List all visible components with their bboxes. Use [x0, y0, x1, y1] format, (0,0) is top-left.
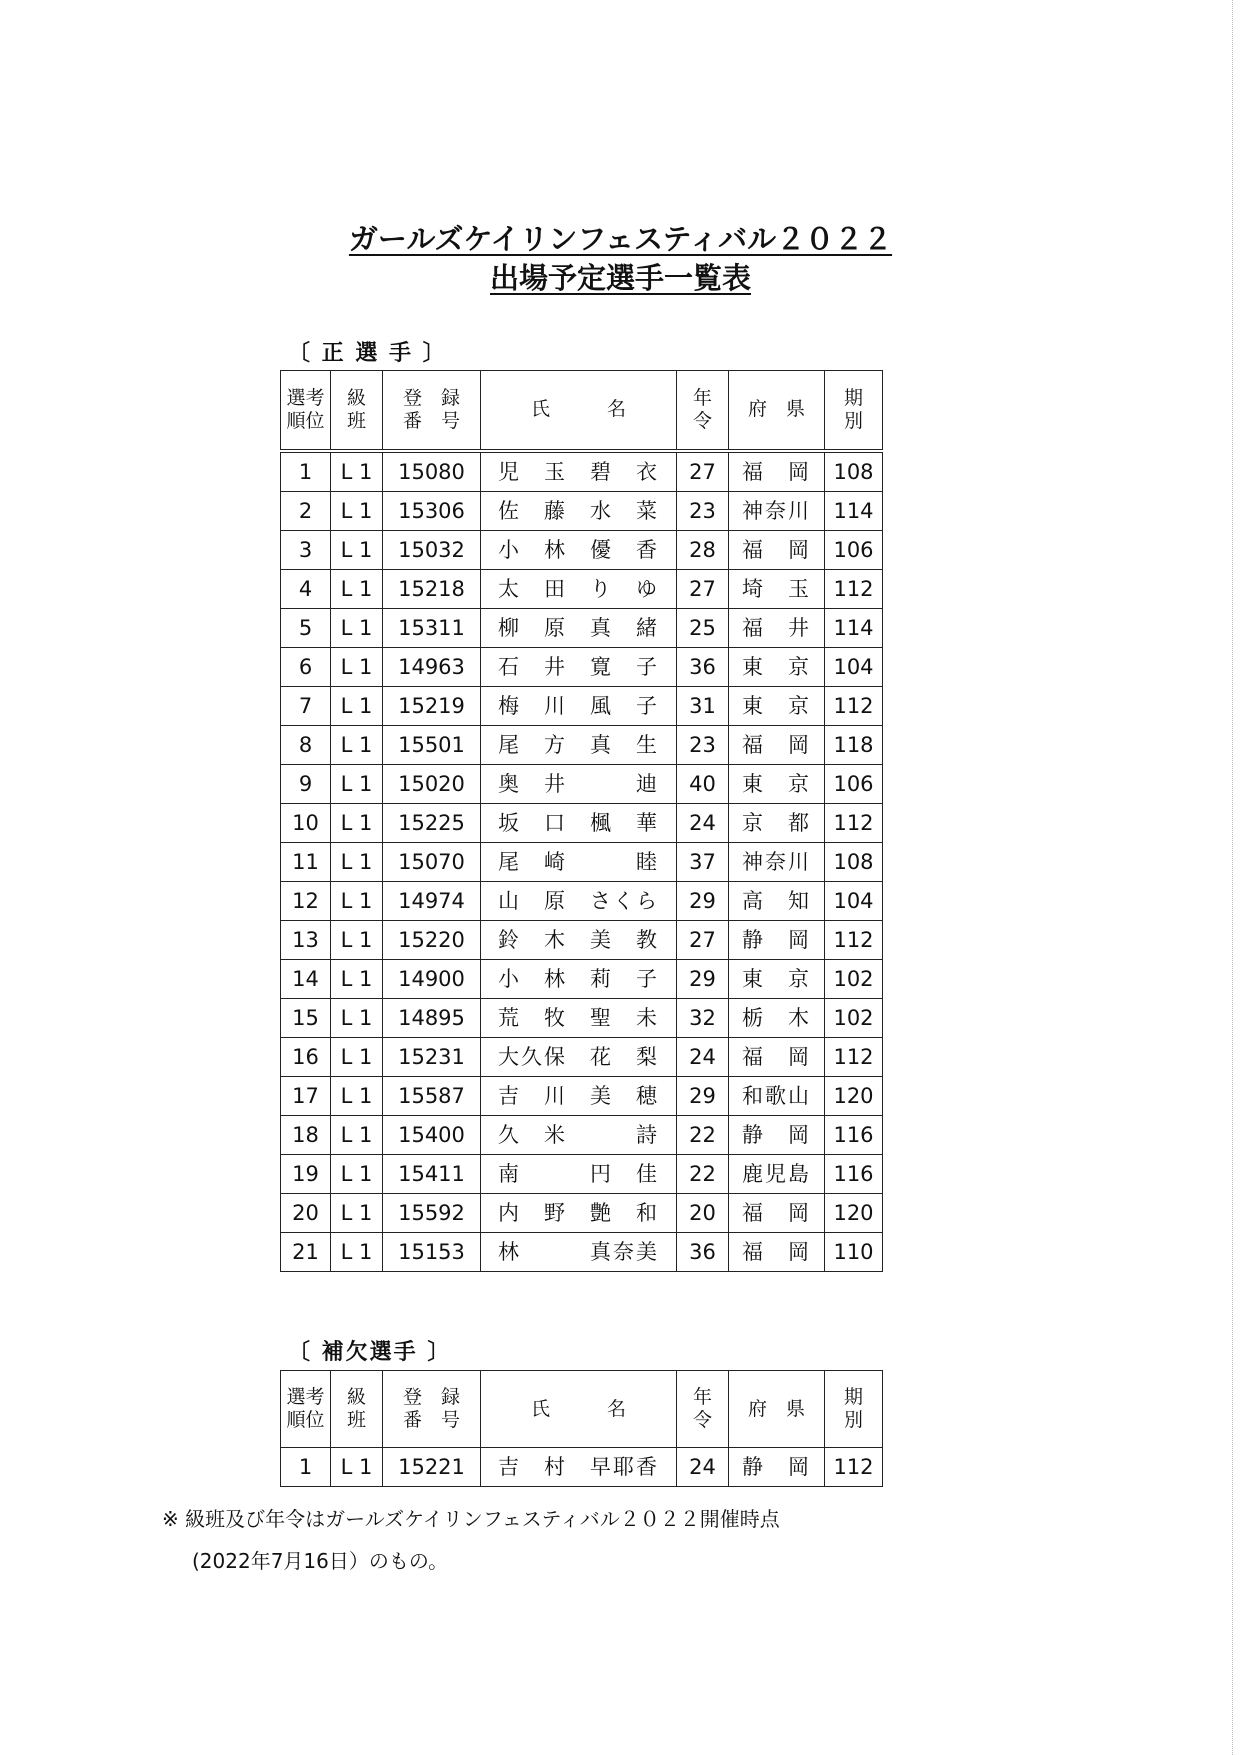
col-class: 級 班: [331, 371, 383, 451]
main-players-body: [281, 451, 883, 1272]
cell-rank: 13: [281, 920, 331, 959]
cell-pref: 静 岡: [729, 1115, 825, 1154]
cell-name: 石 井 寛 子: [481, 647, 677, 686]
cell-name: 坂 口 楓 華: [481, 803, 677, 842]
cell-rank: 21: [281, 1232, 331, 1271]
table-row: [281, 959, 883, 998]
cell-age: 22: [677, 1154, 729, 1193]
cell-name: 吉 村 早耶香: [481, 1448, 677, 1487]
cell-class: L 1: [331, 1193, 383, 1232]
cell-class: L 1: [331, 920, 383, 959]
cell-age: 37: [677, 842, 729, 881]
cell-term: 110: [825, 1232, 883, 1271]
cell-term: 112: [825, 569, 883, 608]
reserve-players-label: 〔 補欠選手 〕: [288, 1340, 452, 1365]
main-players-table: [280, 370, 883, 1272]
col-rank: 選考 順位: [281, 1371, 331, 1448]
footnote-line-1: ※ 級班及び年令はガールズケイリンフェスティバル２０２２開催時点: [162, 1507, 780, 1531]
table-row: [281, 686, 883, 725]
cell-rank: 2: [281, 491, 331, 530]
cell-pref: 栃 木: [729, 998, 825, 1037]
cell-rank: 10: [281, 803, 331, 842]
main-players-label: 〔 正 選 手 〕: [288, 341, 447, 366]
cell-name: 尾 崎 睦: [481, 842, 677, 881]
table-row: [281, 491, 883, 530]
cell-rank: 11: [281, 842, 331, 881]
cell-class: L 1: [331, 1232, 383, 1271]
cell-age: 27: [677, 451, 729, 492]
cell-reg-no: 15032: [383, 530, 481, 569]
cell-rank: 1: [281, 451, 331, 492]
cell-name: 小 林 莉 子: [481, 959, 677, 998]
cell-name: 吉 川 美 穂: [481, 1076, 677, 1115]
cell-age: 29: [677, 1076, 729, 1115]
cell-pref: 神奈川: [729, 842, 825, 881]
cell-reg-no: 14963: [383, 647, 481, 686]
cell-term: 116: [825, 1154, 883, 1193]
cell-name: 奥 井 迪: [481, 764, 677, 803]
cell-reg-no: 15400: [383, 1115, 481, 1154]
cell-class: L 1: [331, 608, 383, 647]
cell-reg-no: 15080: [383, 451, 481, 492]
col-reg-no: 登 録 番 号: [383, 1371, 481, 1448]
cell-rank: 4: [281, 569, 331, 608]
cell-pref: 鹿児島: [729, 1154, 825, 1193]
table-row: [281, 1115, 883, 1154]
cell-pref: 福 岡: [729, 725, 825, 764]
cell-class: L 1: [331, 686, 383, 725]
cell-term: 102: [825, 998, 883, 1037]
cell-rank: 14: [281, 959, 331, 998]
cell-term: 104: [825, 647, 883, 686]
cell-reg-no: 14900: [383, 959, 481, 998]
cell-rank: 19: [281, 1154, 331, 1193]
cell-term: 120: [825, 1193, 883, 1232]
cell-rank: 20: [281, 1193, 331, 1232]
cell-pref: 静 岡: [729, 920, 825, 959]
col-name: 氏 名: [481, 1371, 677, 1448]
cell-name: 大久保 花 梨: [481, 1037, 677, 1076]
cell-class: L 1: [331, 842, 383, 881]
col-reg-no: 登 録 番 号: [383, 371, 481, 451]
cell-rank: 6: [281, 647, 331, 686]
cell-pref: 高 知: [729, 881, 825, 920]
cell-rank: 18: [281, 1115, 331, 1154]
table-row: [281, 920, 883, 959]
cell-class: L 1: [331, 1115, 383, 1154]
cell-name: 荒 牧 聖 未: [481, 998, 677, 1037]
cell-class: L 1: [331, 1076, 383, 1115]
col-class: 級 班: [331, 1371, 383, 1448]
cell-pref: 京 都: [729, 803, 825, 842]
table-header-row: [281, 371, 883, 451]
cell-age: 23: [677, 725, 729, 764]
cell-term: 112: [825, 1448, 883, 1487]
cell-term: 106: [825, 764, 883, 803]
table-row: [281, 451, 883, 492]
cell-rank: 16: [281, 1037, 331, 1076]
cell-class: L 1: [331, 530, 383, 569]
cell-age: 27: [677, 569, 729, 608]
cell-class: L 1: [331, 725, 383, 764]
cell-reg-no: 14895: [383, 998, 481, 1037]
cell-age: 29: [677, 959, 729, 998]
cell-pref: 東 京: [729, 647, 825, 686]
cell-rank: 8: [281, 725, 331, 764]
cell-term: 120: [825, 1076, 883, 1115]
table-row: [281, 842, 883, 881]
footnote-line-2: (2022年7月16日）のもの。: [192, 1549, 449, 1573]
cell-reg-no: 15311: [383, 608, 481, 647]
col-term: 期 別: [825, 1371, 883, 1448]
cell-term: 112: [825, 1037, 883, 1076]
table-row: [281, 1154, 883, 1193]
cell-name: 佐 藤 水 菜: [481, 491, 677, 530]
cell-rank: 7: [281, 686, 331, 725]
cell-class: L 1: [331, 569, 383, 608]
table-row: [281, 1232, 883, 1271]
cell-pref: 福 岡: [729, 451, 825, 492]
cell-rank: 12: [281, 881, 331, 920]
cell-rank: 15: [281, 998, 331, 1037]
cell-pref: 和歌山: [729, 1076, 825, 1115]
table-row: [281, 608, 883, 647]
cell-reg-no: 15020: [383, 764, 481, 803]
cell-pref: 福 井: [729, 608, 825, 647]
cell-age: 27: [677, 920, 729, 959]
cell-name: 柳 原 真 緒: [481, 608, 677, 647]
reserve-players-table: [280, 1370, 883, 1487]
cell-name: 鈴 木 美 教: [481, 920, 677, 959]
table-row: [281, 1448, 883, 1487]
cell-pref: 東 京: [729, 764, 825, 803]
cell-reg-no: 15153: [383, 1232, 481, 1271]
cell-name: 南 円 佳: [481, 1154, 677, 1193]
cell-reg-no: 15218: [383, 569, 481, 608]
cell-rank: 1: [281, 1448, 331, 1487]
cell-age: 24: [677, 1037, 729, 1076]
cell-class: L 1: [331, 764, 383, 803]
col-pref: 府 県: [729, 371, 825, 451]
cell-term: 112: [825, 803, 883, 842]
cell-class: L 1: [331, 491, 383, 530]
cell-term: 116: [825, 1115, 883, 1154]
table-row: [281, 569, 883, 608]
cell-age: 22: [677, 1115, 729, 1154]
col-name: 氏 名: [481, 371, 677, 451]
cell-rank: 9: [281, 764, 331, 803]
cell-age: 36: [677, 647, 729, 686]
cell-rank: 5: [281, 608, 331, 647]
cell-pref: 福 岡: [729, 1193, 825, 1232]
table-header-row: [281, 1371, 883, 1448]
document-title: ガールズケイリンフェスティバル２０２２: [348, 222, 893, 256]
cell-pref: 福 岡: [729, 530, 825, 569]
reserve-players-body: [281, 1448, 883, 1487]
cell-age: 23: [677, 491, 729, 530]
cell-term: 112: [825, 920, 883, 959]
cell-class: L 1: [331, 451, 383, 492]
cell-reg-no: 15225: [383, 803, 481, 842]
cell-term: 112: [825, 686, 883, 725]
table-row: [281, 998, 883, 1037]
cell-term: 102: [825, 959, 883, 998]
cell-age: 29: [677, 881, 729, 920]
cell-reg-no: 15501: [383, 725, 481, 764]
table-row: [281, 725, 883, 764]
cell-term: 104: [825, 881, 883, 920]
document-subtitle: 出場予定選手一覧表: [489, 261, 751, 295]
cell-term: 106: [825, 530, 883, 569]
cell-pref: 東 京: [729, 686, 825, 725]
table-row: [281, 881, 883, 920]
table-row: [281, 1193, 883, 1232]
cell-name: 内 野 艶 和: [481, 1193, 677, 1232]
table-row: [281, 530, 883, 569]
cell-pref: 福 岡: [729, 1037, 825, 1076]
cell-reg-no: 15070: [383, 842, 481, 881]
cell-age: 20: [677, 1193, 729, 1232]
cell-name: 林 真奈美: [481, 1232, 677, 1271]
cell-reg-no: 15592: [383, 1193, 481, 1232]
cell-term: 108: [825, 842, 883, 881]
cell-age: 31: [677, 686, 729, 725]
cell-age: 24: [677, 803, 729, 842]
cell-pref: 埼 玉: [729, 569, 825, 608]
cell-age: 24: [677, 1448, 729, 1487]
table-row: [281, 647, 883, 686]
col-term: 期 別: [825, 371, 883, 451]
cell-rank: 3: [281, 530, 331, 569]
table-row: [281, 764, 883, 803]
cell-reg-no: 15411: [383, 1154, 481, 1193]
cell-name: 山 原 さくら: [481, 881, 677, 920]
col-rank: 選考 順位: [281, 371, 331, 451]
cell-reg-no: 15231: [383, 1037, 481, 1076]
cell-class: L 1: [331, 1037, 383, 1076]
table-row: [281, 803, 883, 842]
cell-class: L 1: [331, 1154, 383, 1193]
cell-rank: 17: [281, 1076, 331, 1115]
cell-pref: 神奈川: [729, 491, 825, 530]
table-row: [281, 1076, 883, 1115]
cell-term: 118: [825, 725, 883, 764]
cell-age: 28: [677, 530, 729, 569]
cell-age: 36: [677, 1232, 729, 1271]
cell-age: 32: [677, 998, 729, 1037]
cell-age: 25: [677, 608, 729, 647]
cell-name: 久 米 詩: [481, 1115, 677, 1154]
table-row: [281, 1037, 883, 1076]
cell-class: L 1: [331, 803, 383, 842]
cell-term: 114: [825, 608, 883, 647]
cell-class: L 1: [331, 647, 383, 686]
cell-name: 尾 方 真 生: [481, 725, 677, 764]
cell-reg-no: 15220: [383, 920, 481, 959]
cell-reg-no: 15221: [383, 1448, 481, 1487]
cell-name: 太 田 り ゆ: [481, 569, 677, 608]
cell-term: 108: [825, 451, 883, 492]
cell-reg-no: 15587: [383, 1076, 481, 1115]
cell-name: 小 林 優 香: [481, 530, 677, 569]
cell-class: L 1: [331, 998, 383, 1037]
cell-pref: 静 岡: [729, 1448, 825, 1487]
cell-age: 40: [677, 764, 729, 803]
cell-class: L 1: [331, 959, 383, 998]
cell-pref: 東 京: [729, 959, 825, 998]
col-age: 年 令: [677, 1371, 729, 1448]
cell-reg-no: 15219: [383, 686, 481, 725]
cell-class: L 1: [331, 1448, 383, 1487]
cell-reg-no: 14974: [383, 881, 481, 920]
cell-name: 児 玉 碧 衣: [481, 451, 677, 492]
cell-term: 114: [825, 491, 883, 530]
col-age: 年 令: [677, 371, 729, 451]
cell-pref: 福 岡: [729, 1232, 825, 1271]
col-pref: 府 県: [729, 1371, 825, 1448]
cell-name: 梅 川 風 子: [481, 686, 677, 725]
cell-reg-no: 15306: [383, 491, 481, 530]
cell-class: L 1: [331, 881, 383, 920]
